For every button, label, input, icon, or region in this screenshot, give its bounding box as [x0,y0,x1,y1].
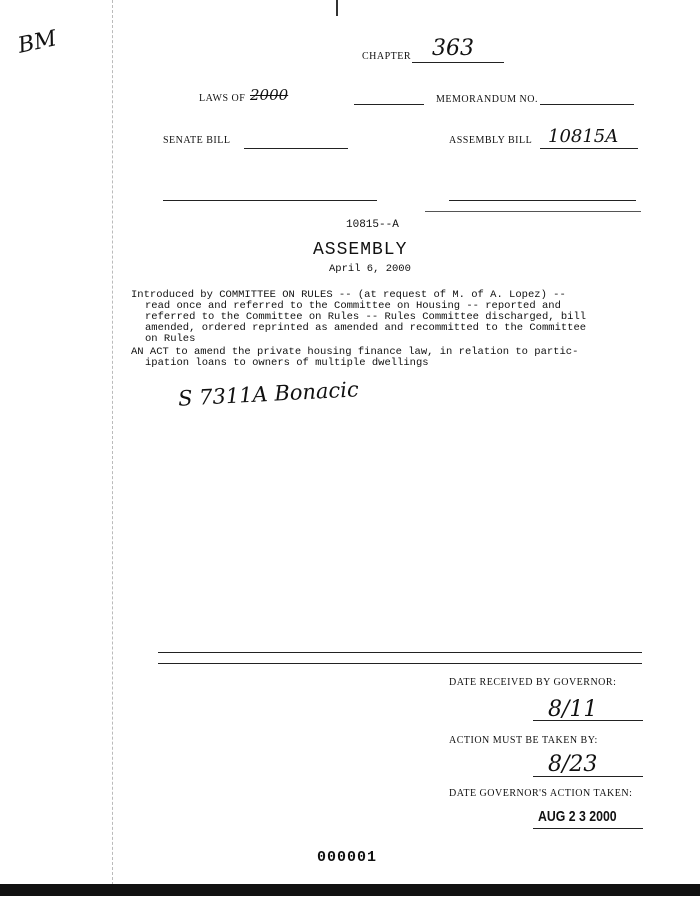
act-line: ipation loans to owners of multiple dwellings [145,357,429,369]
header-line-right-2 [425,211,641,212]
received-date: 8/11 [548,697,598,722]
act-line: AN ACT to amend the private housing finance law, in relation to partic- [131,346,579,358]
action-taken-label: DATE GOVERNOR'S ACTION TAKEN: [449,788,633,799]
action-by-label: ACTION MUST BE TAKEN BY: [449,735,598,746]
assembly-bill-label: ASSEMBLY BILL [449,135,533,146]
action-by-underline [533,776,643,777]
assembly-bill-underline [540,148,638,149]
senate-bill-underline [244,148,348,149]
laws-label: LAWS OF [199,93,246,104]
action-by-date: 8/23 [548,752,598,777]
intro-line: amended, ordered reprinted as amended and recommitted to the Committee [145,322,587,334]
intro-line: on Rules [145,333,196,345]
chapter-number: 363 [432,36,474,61]
intro-line: Introduced by COMMITTEE ON RULES -- (at request of M. of A. Lopez) -- [131,289,566,301]
act-title [131,347,578,369]
page-number: 000001 [317,849,378,866]
header-line-left [163,200,377,201]
margin-initials: BM [15,26,59,59]
chapter-underline [412,62,504,63]
bill-date: April 6, 2000 [329,263,411,275]
header-line-right [449,200,636,201]
action-taken-underline [533,828,643,829]
laws-underline [354,104,424,105]
bill-number: 10815--A [346,219,399,231]
assembly-bill-number: 10815A [548,126,619,147]
intro-line: read once and referred to the Committee on Housing -- reported and [145,300,561,312]
chapter-label: CHAPTER [362,51,412,62]
scan-edge-bar [0,884,700,896]
left-margin-line [112,0,113,885]
memorandum-label: MEMORANDUM NO. [436,94,539,105]
laws-year: 2000 [250,86,289,104]
scan-mark-top [336,0,338,16]
footer-line-1 [158,652,642,653]
intro-line: referred to the Committee on Rules -- Rules Committee discharged, bill [145,311,587,323]
received-underline [533,720,643,721]
house-title: ASSEMBLY [313,240,408,260]
senate-bill-label: SENATE BILL [163,135,231,146]
action-taken-stamp: AUG 2 3 2000 [538,808,617,825]
intro-paragraph [131,290,586,345]
received-label: DATE RECEIVED BY GOVERNOR: [449,677,617,688]
memorandum-underline [540,104,634,105]
handwritten-senate-note: S 7311A Bonacic [177,377,360,411]
footer-line-2 [158,663,642,664]
